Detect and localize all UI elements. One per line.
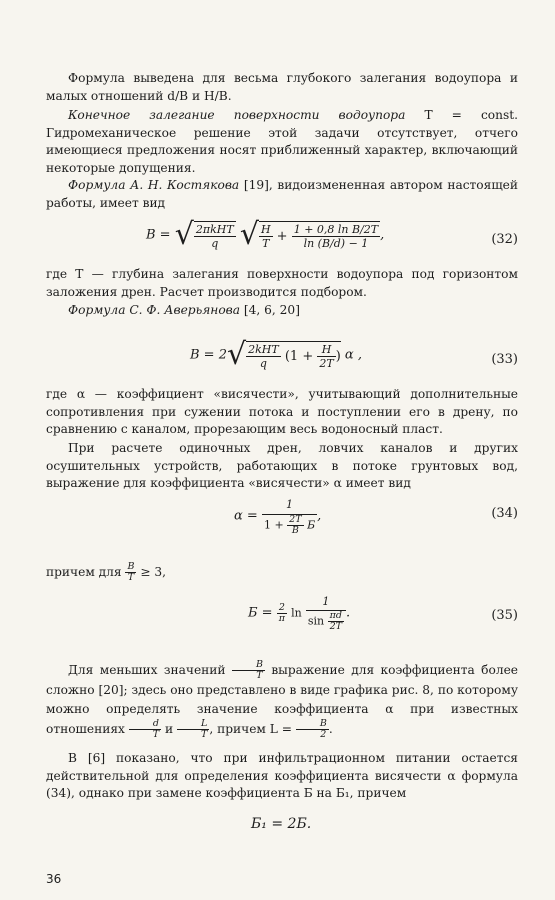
paragraph-1: Формула выведена для весьма глубокого залегания водоупора и малых отношений d/B и H/B. <box>46 71 518 103</box>
eq33-f1-num: 2kHT <box>248 342 279 356</box>
p9-f-num: B <box>232 660 265 671</box>
eq35-c-num: 2 <box>277 603 287 614</box>
p9-i-den: 2 <box>320 729 327 740</box>
eq34-inner-num: 2T <box>289 514 302 525</box>
eq34-fraction <box>262 496 317 536</box>
eq35-sin: sin <box>307 614 325 628</box>
p8-tail: ≥ 3, <box>140 565 167 579</box>
equation-34 <box>46 496 518 536</box>
equation-33-number: (33) <box>491 352 518 367</box>
eq34-comma: , <box>317 508 322 524</box>
eq33-lhs: B = 2 <box>190 347 227 363</box>
eq35-fraction <box>306 594 346 632</box>
p9-h-num: L <box>177 719 209 730</box>
equation-32 <box>46 217 518 260</box>
p8-den: T <box>127 572 135 583</box>
eq35-c-den: π <box>278 612 285 624</box>
eq32-f3-den: ln (B/d) − 1 <box>303 236 369 250</box>
eq34-den-tail: Б <box>307 518 316 532</box>
eq35-dot: . <box>346 605 351 621</box>
eq32-lhs: B = <box>146 227 171 243</box>
eq32-radical-2: √ $\frac{H}{T}$ + $\frac{\text{1 + 0,8 ln B/2T}}{\ln (B/d) - 1}$ <box>239 217 379 252</box>
equation-36-body: Б₁ = 2Б. <box>251 816 312 832</box>
eq34-inner-den: B <box>291 525 299 536</box>
paragraph-2-text: T = const. Гидромеханическое решение этой задачи отсутствует, отчего имеющиеся предложения носят приближенный характер, включающий некоторые допущения. <box>46 108 518 175</box>
p9-i-num: B <box>296 719 329 730</box>
paragraph-2 <box>46 107 518 177</box>
paragraph-5-heading: Формула С. Ф. Аверьянова <box>68 303 241 317</box>
eq35-ln: ln <box>291 606 302 620</box>
eq32-comma: , <box>380 227 385 243</box>
p9-c: , причем L = <box>209 722 292 736</box>
paragraph-7: При расчете одиночных дрен, ловчих каналов и других осушительных устройств, работающих в потоке грунтовых вод, выражение для коэффициента «висячести» α имеет вид <box>46 441 518 490</box>
paragraph-2-heading: Конечное залегание поверхности водоупора <box>68 108 406 122</box>
eq33-f2-num: H <box>317 343 335 357</box>
p9-g-den: T <box>152 729 160 740</box>
paragraph-9 <box>46 660 518 740</box>
eq32-f2-num: H <box>260 222 271 236</box>
equation-36 <box>46 816 518 840</box>
eq34-numerator: 1 <box>262 496 317 515</box>
p9-d: . <box>328 722 333 736</box>
eq35-in-num: πd <box>328 611 344 622</box>
eq34-denominator <box>262 515 317 536</box>
paragraph-8 <box>46 562 518 583</box>
eq32-f3-num: 1 + 0,8 ln B/2T <box>293 222 379 236</box>
eq32-f1-den: q <box>211 236 219 250</box>
paragraph-4: где T — глубина залегания поверхности водоупора под горизонтом заложения дрен. Расчет производится подбором. <box>46 267 518 299</box>
equation-33 <box>46 337 518 380</box>
p8-num: B <box>127 561 135 572</box>
eq33-alpha: α , <box>344 347 362 363</box>
paragraph-5 <box>46 302 518 320</box>
paragraph-10: В [6] показано, что при инфильтрационном питании остается действительной для определения коэффициента висячести α формула (34), однако при замене коэффициента Б на Б₁, причем <box>46 751 518 800</box>
eq33-radical: √ $\frac{\text{2kHT}}{q}$ (1 + $\frac{H}{2T}$ ) <box>226 337 341 372</box>
eq35-lhs: Б = <box>248 605 273 621</box>
eq33-paren-close: ) <box>335 348 341 364</box>
equation-33-body <box>190 337 362 372</box>
eq33-f2-den: 2T <box>319 356 334 370</box>
p9-a: Для меньших значений <box>68 663 226 677</box>
eq34-lhs: α = <box>234 508 258 524</box>
p9-h-den: T <box>201 729 208 740</box>
paragraph-3-text: [19], видоизмененная автором настоящей работы, имеет вид <box>46 178 518 210</box>
p9-g-num: d <box>129 719 161 730</box>
eq35-f-den <box>306 611 346 632</box>
equation-34-number: (34) <box>491 506 518 521</box>
eq32-f2-den: T <box>262 236 270 250</box>
paragraph-3 <box>46 177 518 212</box>
eq35-f-num: 1 <box>306 594 346 611</box>
equation-32-body <box>146 217 385 252</box>
p9-f-den: T <box>256 670 263 681</box>
equation-35 <box>46 594 518 634</box>
equation-35-number: (35) <box>491 608 518 623</box>
p9-and: и <box>165 722 174 736</box>
paragraph-6: где α — коэффициент «висячести», учитывающий дополнительные сопротивления при сужении потока и поступлении его в дрену, по сравнению с каналом, прорезающим весь водоносный пласт. <box>46 387 518 436</box>
eq33-paren-open: (1 + <box>284 348 314 364</box>
page-number: 36 <box>46 872 62 886</box>
equation-32-number: (32) <box>491 232 518 247</box>
page <box>46 0 518 900</box>
p8-lead: причем для <box>46 565 122 579</box>
equation-35-body <box>248 594 350 632</box>
paragraph-3-heading: Формула А. Н. Костякова <box>68 178 240 192</box>
eq32-f1-num: 2πkHT <box>195 222 234 236</box>
paragraph-5-text: [4, 6, 20] <box>240 303 300 317</box>
eq32-radical-1: √ $\frac{\text{2πkHT}}{q}$ <box>174 217 234 252</box>
p9-b: выражение для коэффициента более сложно [20]; здесь оно представлено в виде графика рис. 8, по которому можно определять значение коэффициента α при известных отношениях <box>46 663 519 736</box>
equation-34-body <box>234 496 321 536</box>
eq33-f1-den: q <box>259 356 267 370</box>
eq35-in-den: 2T <box>329 621 342 632</box>
eq34-den-lead: 1 + <box>263 518 284 532</box>
eq32-plus: + <box>276 228 288 244</box>
